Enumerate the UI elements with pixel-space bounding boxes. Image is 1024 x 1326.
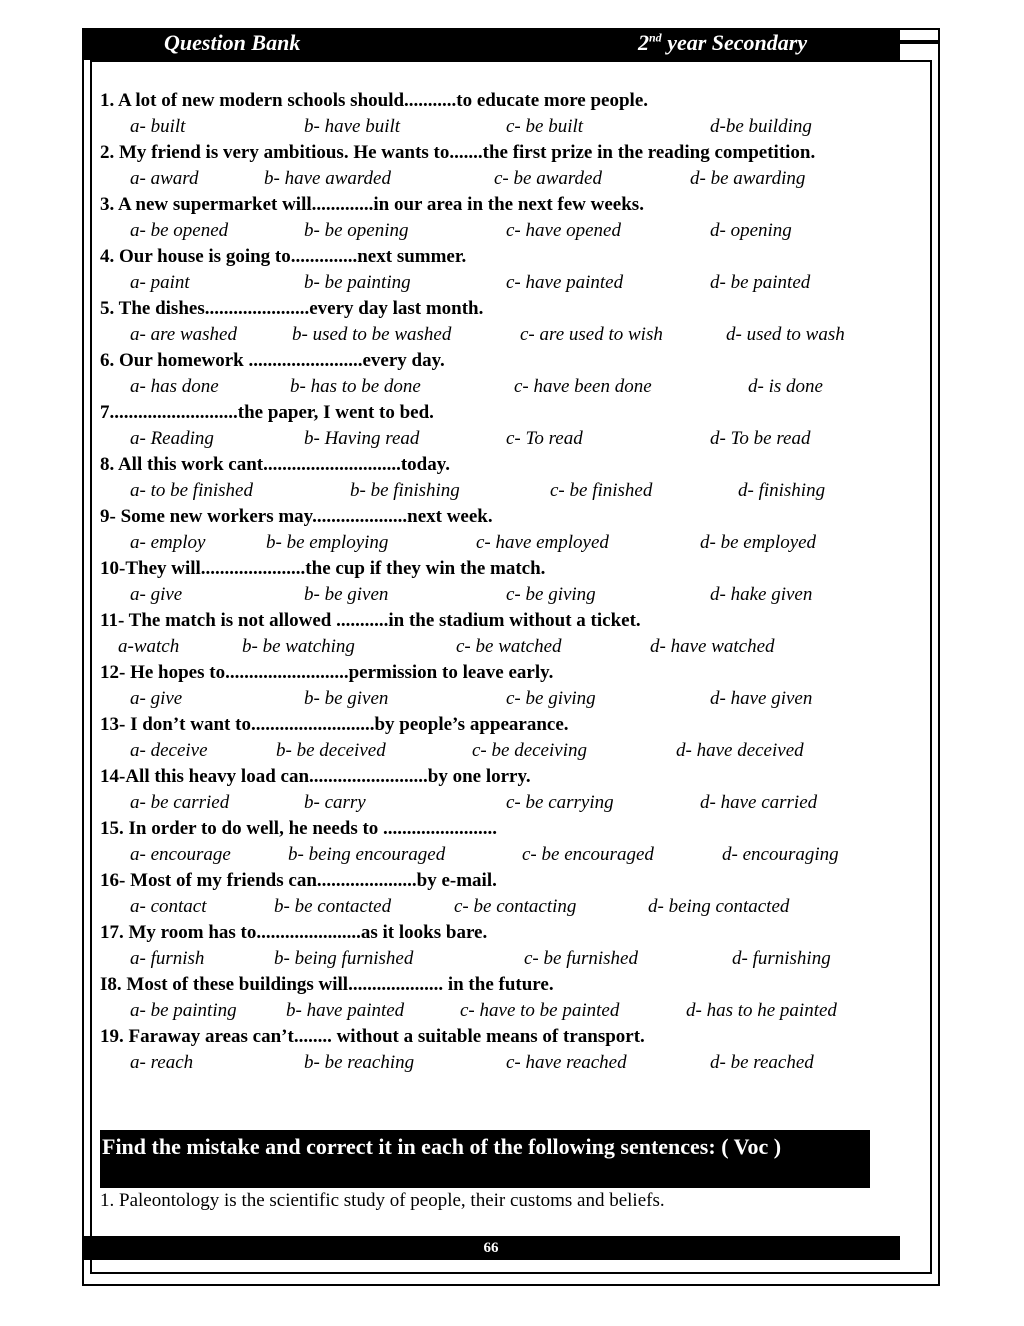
question-15 xyxy=(100,816,880,868)
question-7 xyxy=(100,400,880,452)
question-options xyxy=(100,374,880,400)
question-text: 15. In order to do well, he needs to ........................ xyxy=(100,818,498,839)
option-c: c- be built xyxy=(506,116,584,137)
option-d: d- furnishing xyxy=(732,948,831,969)
option-a: a- deceive xyxy=(130,740,208,761)
option-d: d- To be read xyxy=(710,428,811,449)
option-d: d- encouraging xyxy=(722,844,839,865)
option-c: c- be finished xyxy=(550,480,653,501)
option-a: a- employ xyxy=(130,532,206,553)
option-d: d- finishing xyxy=(738,480,826,501)
option-d: d- be employed xyxy=(700,532,817,553)
option-b: b- used to be washed xyxy=(292,324,452,345)
question-5 xyxy=(100,296,880,348)
question-3 xyxy=(100,192,880,244)
option-c: c- be contacting xyxy=(454,896,577,917)
question-text: 5. The dishes......................every day last month. xyxy=(100,298,484,319)
option-d: d- opening xyxy=(710,220,792,241)
option-d: d- used to wash xyxy=(726,324,845,345)
header-grade-suffix: nd xyxy=(649,30,662,45)
option-c: c- have to be painted xyxy=(460,1000,620,1021)
option-a: a- Reading xyxy=(130,428,214,449)
option-c: c- have employed xyxy=(476,532,609,553)
option-c: c- be watched xyxy=(456,636,562,657)
option-c: c- be deceiving xyxy=(472,740,587,761)
question-text: 13- I don’t want to..........................by people’s appearance. xyxy=(100,714,569,735)
header-tab-decoration xyxy=(900,40,940,44)
option-a: a-watch xyxy=(118,636,180,657)
question-text: 16- Most of my friends can.....................by e-mail. xyxy=(100,870,497,891)
question-options xyxy=(100,114,880,140)
option-a: a- built xyxy=(130,116,186,137)
option-d: d- be painted xyxy=(710,272,811,293)
question-text: 1. A lot of new modern schools should...........to educate more people. xyxy=(100,90,649,111)
option-c: c- be awarded xyxy=(494,168,602,189)
option-c: c- be carrying xyxy=(506,792,614,813)
option-a: a- to be finished xyxy=(130,480,253,501)
question-1 xyxy=(100,88,880,140)
question-text: 12- He hopes to..........................permission to leave early. xyxy=(100,662,554,683)
section-heading: Find the mistake and correct it in each of the following sentences: ( Voc ) xyxy=(100,1130,870,1188)
option-b: b- be opening xyxy=(304,220,409,241)
option-b: b- be painting xyxy=(304,272,411,293)
option-a: a- are washed xyxy=(130,324,237,345)
option-c: c- be giving xyxy=(506,584,596,605)
option-b: b- be deceived xyxy=(276,740,386,761)
question-options xyxy=(100,530,880,556)
option-c: c- are used to wish xyxy=(520,324,663,345)
question-text: 19. Faraway areas can’t........ without a suitable means of transport. xyxy=(100,1026,645,1047)
option-a: a- has done xyxy=(130,376,219,397)
question-16 xyxy=(100,868,880,920)
option-d: d- have deceived xyxy=(676,740,804,761)
question-8 xyxy=(100,452,880,504)
option-a: a- give xyxy=(130,584,183,605)
question-options xyxy=(100,686,880,712)
option-d: d- is done xyxy=(748,376,823,397)
option-d: d- have carried xyxy=(700,792,818,813)
option-b: b- be given xyxy=(304,584,389,605)
question-options xyxy=(100,894,880,920)
question-6 xyxy=(100,348,880,400)
question-options xyxy=(100,478,880,504)
option-a: a- reach xyxy=(130,1052,194,1073)
question-11 xyxy=(100,608,880,660)
question-options xyxy=(100,582,880,608)
header-title: Question Bank xyxy=(164,30,301,55)
question-options xyxy=(100,322,880,348)
question-options xyxy=(100,270,880,296)
option-c: c- be encouraged xyxy=(522,844,654,865)
question-options xyxy=(100,790,880,816)
option-a: a- be carried xyxy=(130,792,230,813)
question-text: 10-They will......................the cup if they win the match. xyxy=(100,558,546,579)
option-b: b- being encouraged xyxy=(288,844,446,865)
option-a: a- contact xyxy=(130,896,207,917)
option-c: c- To read xyxy=(506,428,583,449)
question-text: I8. Most of these buildings will.................... in the future. xyxy=(100,974,554,995)
option-b: b- has to be done xyxy=(290,376,421,397)
option-b: b- be given xyxy=(304,688,389,709)
option-a: a- be opened xyxy=(130,220,229,241)
option-c: c- be giving xyxy=(506,688,596,709)
option-b: b- being furnished xyxy=(274,948,414,969)
option-b: b- have awarded xyxy=(264,168,391,189)
option-c: c- be furnished xyxy=(524,948,638,969)
question-9 xyxy=(100,504,880,556)
option-c: c- have been done xyxy=(514,376,652,397)
option-b: b- have built xyxy=(304,116,401,137)
question-text: 2. My friend is very ambitious. He wants to.......the first prize in the reading competition. xyxy=(100,142,816,163)
question-13 xyxy=(100,712,880,764)
option-c: c- have reached xyxy=(506,1052,627,1073)
question-options xyxy=(100,738,880,764)
option-b: b- be watching xyxy=(242,636,355,657)
option-b: b- have painted xyxy=(286,1000,405,1021)
option-d: d- has to he painted xyxy=(686,1000,837,1021)
question-12 xyxy=(100,660,880,712)
question-options xyxy=(100,634,880,660)
option-b: b- be finishing xyxy=(350,480,460,501)
option-d: d- have given xyxy=(710,688,813,709)
option-c: c- have opened xyxy=(506,220,621,241)
mistake-sentence: 1. Paleontology is the scientific study of people, their customs and beliefs. xyxy=(100,1190,665,1211)
question-options xyxy=(100,946,880,972)
option-a: a- furnish xyxy=(130,948,205,969)
option-b: b- carry xyxy=(304,792,366,813)
question-options xyxy=(100,1050,880,1076)
question-14 xyxy=(100,764,880,816)
footer-bar xyxy=(82,1236,900,1260)
option-d: d- being contacted xyxy=(648,896,790,917)
question-10 xyxy=(100,556,880,608)
option-c: c- have painted xyxy=(506,272,624,293)
option-b: b- be contacted xyxy=(274,896,392,917)
option-a: a- give xyxy=(130,688,183,709)
option-d: d- have watched xyxy=(650,636,775,657)
option-d: d- be awarding xyxy=(690,168,806,189)
option-a: a- paint xyxy=(130,272,190,293)
question-text: 9- Some new workers may....................next week. xyxy=(100,506,493,527)
header-grade-label: year Secondary xyxy=(661,30,808,55)
question-4 xyxy=(100,244,880,296)
option-d: d- hake given xyxy=(710,584,813,605)
question-options xyxy=(100,166,880,192)
option-d: d-be building xyxy=(710,116,812,137)
question-18 xyxy=(100,972,880,1024)
question-19 xyxy=(100,1024,880,1076)
option-a: a- encourage xyxy=(130,844,231,865)
option-a: a- be painting xyxy=(130,1000,237,1021)
option-b: b- be reaching xyxy=(304,1052,415,1073)
header-grade-number: 2 xyxy=(638,30,649,55)
question-text: 4. Our house is going to..............next summer. xyxy=(100,246,467,267)
option-b: b- Having read xyxy=(304,428,420,449)
header-bar xyxy=(82,28,900,60)
option-d: d- be reached xyxy=(710,1052,814,1073)
question-options xyxy=(100,426,880,452)
question-options xyxy=(100,842,880,868)
question-text: 3. A new supermarket will.............in our area in the next few weeks. xyxy=(100,194,644,215)
page-number: 66 xyxy=(483,1240,499,1256)
question-options xyxy=(100,998,880,1024)
question-text: 6. Our homework ........................every day. xyxy=(100,350,445,371)
question-2 xyxy=(100,140,880,192)
option-b: b- be employing xyxy=(266,532,389,553)
question-text: 8. All this work cant.............................today. xyxy=(100,454,450,475)
question-options xyxy=(100,218,880,244)
question-text: 14-All this heavy load can.........................by one lorry. xyxy=(100,766,531,787)
option-a: a- award xyxy=(130,168,199,189)
question-text: 11- The match is not allowed ...........in the stadium without a ticket. xyxy=(100,610,641,631)
question-17 xyxy=(100,920,880,972)
header-grade xyxy=(638,30,807,56)
question-text: 17. My room has to......................as it looks bare. xyxy=(100,922,488,943)
question-list xyxy=(100,88,880,1076)
question-text: 7...........................the paper, I went to bed. xyxy=(100,402,434,423)
